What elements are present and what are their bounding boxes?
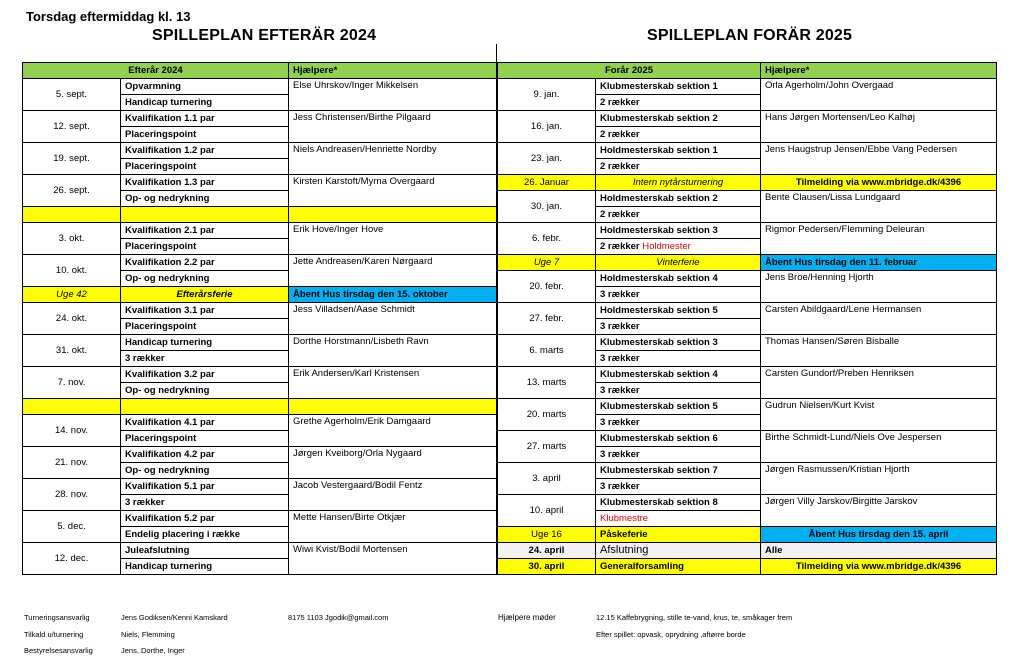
row-date: 12. sept. (23, 111, 121, 143)
row-helpers: Hans Jørgen Mortensen/Leo Kalhøj (761, 111, 997, 143)
row-activity: Holdmesterskab sektion 3 (596, 223, 761, 239)
row-activity: Generalforsamling (596, 559, 761, 575)
row-activity: Holdmesterskab sektion 2 (596, 191, 761, 207)
row-activity-sub: 2 rækker (596, 127, 761, 143)
row-date: 12. dec. (23, 543, 121, 575)
row-helpers: Orla Agerholm/John Overgaad (761, 79, 997, 111)
row-helpers: Jette Andreasen/Karen Nørgaard (289, 255, 497, 287)
table-row (498, 191, 997, 207)
row-activity: Holdmesterskab sektion 4 (596, 271, 761, 287)
autumn-header-row (23, 63, 497, 79)
row-helpers: Bente Clausen/Lissa Lundgaard (761, 191, 997, 223)
row-date: 6. marts (498, 335, 596, 367)
holiday-row-uge42 (23, 287, 497, 303)
table-row (23, 479, 497, 495)
row-activity: Klubmesterskab sektion 3 (596, 335, 761, 351)
table-row (23, 223, 497, 239)
closing-row (498, 543, 997, 559)
row-date: 20. febr. (498, 271, 596, 303)
row-activity: Kvalifikation 1.2 par (121, 143, 289, 159)
autumn-title: SPILLEPLAN EFTERÄR 2024 (152, 27, 377, 44)
row-date: 24. okt. (23, 303, 121, 335)
row-date: 19. sept. (23, 143, 121, 175)
row-activity: Klubmesterskab sektion 8 (596, 495, 761, 511)
row-activity-sub: Op- og nedrykning (121, 191, 289, 207)
row-activity: Kvalifikation 5.2 par (121, 511, 289, 527)
klubmestre-note: Klubmestre (600, 513, 649, 524)
row-date: 13. marts (498, 367, 596, 399)
row-helpers: Jess Christensen/Birthe Pilgaard (289, 111, 497, 143)
holiday-row-uge16 (498, 527, 997, 543)
table-row (498, 335, 997, 351)
row-helpers: Mette Hansen/Birte Otkjær (289, 511, 497, 543)
row-date: 16. jan. (498, 111, 596, 143)
row-activity-sub: Op- og nedrykning (121, 463, 289, 479)
row-activity-sub: 3 rækker (596, 383, 761, 399)
row-activity: Efterårsferie (121, 287, 289, 303)
row-date: 30. jan. (498, 191, 596, 223)
row-date: 3. april (498, 463, 596, 495)
autumn-schedule-table (22, 62, 497, 575)
table-row (23, 367, 497, 383)
open-house-note: Åbent Hus tirsdag den 11. februar (761, 255, 997, 271)
table-row (498, 463, 997, 479)
row-activity: Klubmesterskab sektion 5 (596, 399, 761, 415)
row-activity: Kvalifikation 4.2 par (121, 447, 289, 463)
row-helpers: Thomas Hansen/Søren Bisballe (761, 335, 997, 367)
row-helpers: Erik Hove/Inger Hove (289, 223, 497, 255)
row-helpers: Jørgen Villy Jarskov/Birgitte Jarskov (761, 495, 997, 527)
table-row (498, 143, 997, 159)
spring-helper-header: Hjælpere* (761, 63, 997, 79)
row-activity-sub: Handicap turnering (121, 559, 289, 575)
row-activity-sub: 3 rækker (121, 351, 289, 367)
row-helpers: Erik Andersen/Karl Kristensen (289, 367, 497, 399)
row-activity: Kvalifikation 4.1 par (121, 415, 289, 431)
row-activity-sub: Placeringspoint (121, 239, 289, 255)
spring-schedule-table (497, 62, 997, 575)
row-date: 3. okt. (23, 223, 121, 255)
holdmester-note: Holdmester (642, 241, 691, 252)
general-assembly-row (498, 559, 997, 575)
row-activity: Kvalifikation 1.3 par (121, 175, 289, 191)
row-activity: Påskeferie (596, 527, 761, 543)
row-helpers: Grethe Agerholm/Erik Damgaard (289, 415, 497, 447)
spring-title: SPILLEPLAN FORÄR 2025 (647, 27, 853, 44)
row-activity-sub: Placeringspoint (121, 319, 289, 335)
row-activity-sub: 3 rækker (596, 479, 761, 495)
row-date: 14. nov. (23, 415, 121, 447)
row-helpers: Niels Andreasen/Henriette Nordby (289, 143, 497, 175)
row-helpers: Jacob Vestergaard/Bodil Fentz (289, 479, 497, 511)
row-helpers: Dorthe Horstmann/Lisbeth Ravn (289, 335, 497, 367)
row-activity: Klubmesterskab sektion 7 (596, 463, 761, 479)
table-row (23, 255, 497, 271)
row-date: 6. febr. (498, 223, 596, 255)
row-helpers: Jørgen Rasmussen/Kristian Hjorth (761, 463, 997, 495)
row-date: 10. okt. (23, 255, 121, 287)
spring-col-header: Forår 2025 (498, 63, 761, 79)
table-row (23, 79, 497, 95)
table-row (498, 303, 997, 319)
row-activity: Kvalifikation 2.1 par (121, 223, 289, 239)
row-date: 20. marts (498, 399, 596, 431)
table-row (498, 495, 997, 511)
table-row (498, 431, 997, 447)
row-activity: Klubmesterskab sektion 1 (596, 79, 761, 95)
row-activity: Juleafslutning (121, 543, 289, 559)
row-date: 27. marts (498, 431, 596, 463)
table-row (498, 399, 997, 415)
signup-note: Tilmelding via www.mbridge.dk/4396 (761, 175, 997, 191)
row-helpers: Wiwi Kvist/Bodil Mortensen (289, 543, 497, 575)
row-date: Uge 16 (498, 527, 596, 543)
table-row (23, 335, 497, 351)
table-row (23, 111, 497, 127)
row-date: 27. febr. (498, 303, 596, 335)
row-activity: Kvalifikation 5.1 par (121, 479, 289, 495)
table-row (498, 271, 997, 287)
footer-value-call: Niels, Flemming (121, 630, 175, 639)
footer-value-board: Jens, Dorthe, Inger (121, 646, 185, 655)
row-helpers: Carsten Abildgaard/Lene Hermansen (761, 303, 997, 335)
day-time-label: Torsdag eftermiddag kl. 13 (26, 9, 191, 24)
row-date: Uge 7 (498, 255, 596, 271)
row-date: 5. sept. (23, 79, 121, 111)
row-date: Uge 42 (23, 287, 121, 303)
row-activity-sub: 3 rækker (596, 287, 761, 303)
row-activity: Klubmesterskab sektion 2 (596, 111, 761, 127)
signup-note: Tilmelding via www.mbridge.dk/4396 (761, 559, 997, 575)
row-activity: Handicap turnering (121, 335, 289, 351)
row-activity-sub: 3 rækker (596, 415, 761, 431)
row-activity: Vinterferie (596, 255, 761, 271)
row-activity-sub: 3 rækker (596, 319, 761, 335)
row-helpers: Birthe Schmidt-Lund/Niels Ove Jespersen (761, 431, 997, 463)
table-row (498, 79, 997, 95)
row-helpers: Jørgen Kveiborg/Orla Nygaard (289, 447, 497, 479)
row-activity: Opvarmning (121, 79, 289, 95)
blank-yellow-row (23, 207, 497, 223)
row-activity-sub: Placeringspoint (121, 431, 289, 447)
row-activity: Intern nytårsturnering (596, 175, 761, 191)
table-row (23, 303, 497, 319)
holiday-row-uge7 (498, 255, 997, 271)
table-row (23, 543, 497, 559)
row-date: 26. sept. (23, 175, 121, 207)
row-helpers: Jens Haugstrup Jensen/Ebbe Vang Pedersen (761, 143, 997, 175)
footer-helpers-label: Hjælpere møder (498, 613, 556, 622)
footer-helpers-note-1: 12.15 Kaffebrygning, stille te-vand, krus, te, småkager frem (596, 613, 793, 622)
row-activity-sub: 2 rækker (596, 159, 761, 175)
row-activity-sub: Endelig placering i række (121, 527, 289, 543)
row-activity: Klubmesterskab sektion 4 (596, 367, 761, 383)
row-activity: Holdmesterskab sektion 5 (596, 303, 761, 319)
row-activity-sub: 3 rækker (121, 495, 289, 511)
row-activity-sub: Placeringspoint (121, 127, 289, 143)
row-activity-sub: Placeringspoint (121, 159, 289, 175)
row-date: 24. april (498, 543, 596, 559)
row-date: 28. nov. (23, 479, 121, 511)
row-date: 26. Januar (498, 175, 596, 191)
row-activity-sub (596, 239, 761, 255)
row-activity-sub: Handicap turnering (121, 95, 289, 111)
autumn-col-header: Efterår 2024 (23, 63, 289, 79)
row-activity: Holdmesterskab sektion 1 (596, 143, 761, 159)
row-date: 21. nov. (23, 447, 121, 479)
event-row-nytaar (498, 175, 997, 191)
row-date: 5. dec. (23, 511, 121, 543)
row-activity-sub: 2 rækker (596, 95, 761, 111)
row-activity-sub (596, 511, 761, 527)
footer-label-call: Tilkald u/turnering (24, 630, 84, 639)
table-row (498, 367, 997, 383)
table-row (498, 223, 997, 239)
table-row (23, 447, 497, 463)
row-activity: Kvalifikation 1.1 par (121, 111, 289, 127)
row-activity-sub: 2 rækker (596, 207, 761, 223)
row-activity-sub-text: 2 rækker (600, 241, 640, 252)
row-activity: Klubmesterskab sektion 6 (596, 431, 761, 447)
table-row (23, 415, 497, 431)
row-helpers: Carsten Gundorf/Preben Henriksen (761, 367, 997, 399)
table-row (498, 111, 997, 127)
blank-yellow-row (23, 399, 497, 415)
footer-value-tournament: Jens Godiksen/Kenni Kamskard (121, 613, 228, 622)
footer-label-tournament: Turneringsansvarlig (24, 613, 90, 622)
row-date: 31. okt. (23, 335, 121, 367)
open-house-note: Åbent Hus tirsdag den 15. oktober (289, 287, 497, 303)
table-row (23, 143, 497, 159)
row-date: 23. jan. (498, 143, 596, 175)
row-activity: Kvalifikation 3.2 par (121, 367, 289, 383)
row-helpers: Jens Broe/Henning Hjorth (761, 271, 997, 303)
row-date: 10. april (498, 495, 596, 527)
row-activity-sub: Op- og nedrykning (121, 383, 289, 399)
row-helpers: Gudrun Nielsen/Kurt Kvist (761, 399, 997, 431)
spring-header-row (498, 63, 997, 79)
row-date: 7. nov. (23, 367, 121, 399)
row-helpers: Rigmor Pedersen/Flemming Deleuran (761, 223, 997, 255)
footer-label-board: Bestyrelsesansvarlig (24, 646, 93, 655)
row-activity: Afslutning (596, 543, 761, 559)
footer-helpers-note-2: Efter spillet: opvask, oprydning ,aftørre borde (596, 630, 746, 639)
row-activity: Kvalifikation 3.1 par (121, 303, 289, 319)
open-house-note: Åbent Hus tirsdag den 15. april (761, 527, 997, 543)
footer-contact: 8175 1103 Jgodik@gmail.com (288, 613, 389, 622)
row-activity: Kvalifikation 2.2 par (121, 255, 289, 271)
row-helpers: Kirsten Karstoft/Myrna Overgaard (289, 175, 497, 207)
row-activity-sub: 3 rækker (596, 351, 761, 367)
row-helpers: Else Uhrskov/Inger Mikkelsen (289, 79, 497, 111)
table-row (23, 511, 497, 527)
table-row (23, 175, 497, 191)
autumn-helper-header: Hjælpere* (289, 63, 497, 79)
row-date: 30. april (498, 559, 596, 575)
row-activity-sub: 3 rækker (596, 447, 761, 463)
row-helpers: Alle (761, 543, 997, 559)
row-helpers: Jess Villadsen/Aase Schmidt (289, 303, 497, 335)
row-date: 9. jan. (498, 79, 596, 111)
row-activity-sub: Op- og nedrykning (121, 271, 289, 287)
